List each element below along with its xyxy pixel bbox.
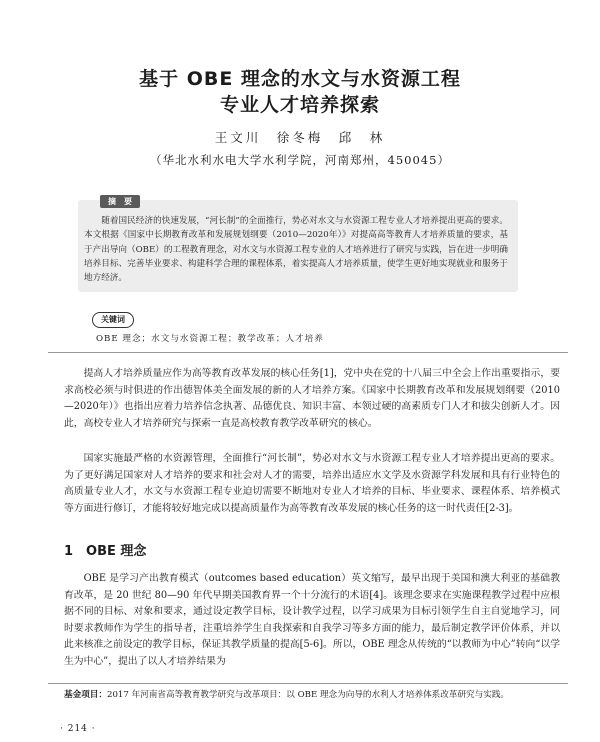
paper-title-line-1: 基于 OBE 理念的水文与水资源工程 bbox=[139, 68, 461, 90]
body-paragraph-2: 国家实施最严格的水资源管理，全面推行“河长制”，势必对水文与水资源工程专业人才培养提出更高的要求。为了更好满足国家对人才培养的要求和社会对人才的需要，培养出适应水文学及水资源学科发展和具有行业特色的高质量专业人才，水文与水资源工程专业迫切需要不断地对专业人才培养的目标、毕业要求、课程体系、培养模式等方面进行修订，才能将较好地完成以提高质量作为高等教育改革发展的核心任务的这一时代责任[2-3]。 bbox=[64, 453, 560, 514]
abstract-paragraph: 随着国民经济的快速发展，“河长制”的全面推行，势必对水文与水资源工程专业人才培养提出更高的要求。本文根据《国家中长期教育改革和发展规划纲要（2010—2020年）》对提高高等教育人才培养质量的要求，基于产出导向（OBE）的工程教育理念，对水文与水资源工程专业的人才培养进行了研究与实践，旨在进一步明确培养目标、完善毕业要求、构建科学合理的课程体系，着实提高人才培养质量，使学生更好地实现就业和服务于地方经济。 bbox=[84, 216, 508, 284]
keywords-text: OBE 理念；水文与水资源工程；教学改革；人才培养 bbox=[96, 334, 324, 344]
fund-label: 基金项目： bbox=[64, 690, 107, 700]
page-number: · 214 · bbox=[60, 724, 96, 734]
keywords-label: 关键词 bbox=[92, 312, 134, 328]
body-paragraph-3: OBE 是学习产出教育模式（outcomes based education）英文缩写，最早出现于美国和澳大利亚的基础教育改革，是 20 世纪 80—90 年代早期美国教育界一个十分流行的术语[4]。该理念要求在实施课程教学过程中应根据不同的目标、对象和要求，通过设定教学目标，设计教学过程，以学习成果为目标引领学生自主自觉地学习，同时要求教师作为学生的指导者，注重培养学生自我探索和自我学习等多方面的能力，最后制定教学评价体系，并以此来核准之前设定的教学目标，保证其教学质量的提高[5-6]。所以，OBE 理念从传统的“以教师为中心”转向“以学生为中心”，提出了以人才培养结果为 bbox=[64, 573, 560, 667]
body-block-1 bbox=[64, 366, 560, 432]
abstract-text bbox=[84, 214, 508, 285]
body-block-3 bbox=[64, 571, 560, 671]
affiliation: （华北水利水电大学水利学院，河南郑州，450045） bbox=[150, 153, 450, 167]
authors: 王文川 徐冬梅 邱 林 bbox=[214, 130, 386, 145]
paper-title-line-2: 专业人才培养探索 bbox=[219, 94, 380, 116]
abstract-label: 摘 要 bbox=[100, 195, 140, 208]
section-heading: 1 OBE 理念 bbox=[64, 544, 147, 559]
fund-text: 2017 年河南省高等教育教学研究与改革项目：以 OBE 理念为向导的水利人才培养体系改革研究与实践。 bbox=[106, 690, 510, 700]
body-paragraph-1: 提高人才培养质量应作为高等教育改革发展的核心任务[1]，党中央在党的十八届三中全会上作出重要指示，要求高校必须与时俱进的作出德智体美全面发展的新的人才培养方案。《国家中长期教育改革和发展规划纲要（2010—2020年）》也指出应着力培养信念执著、品德优良、知识丰富、本领过硬的高素质专门人才和拔尖创新人才。因此，高校专业人才培养研究与探索一直是高校教育教学改革研究的核心。 bbox=[64, 368, 560, 429]
fund-note bbox=[64, 688, 556, 702]
divider-top bbox=[48, 352, 568, 353]
body-block-2 bbox=[64, 451, 560, 517]
divider-footnote bbox=[48, 683, 568, 684]
